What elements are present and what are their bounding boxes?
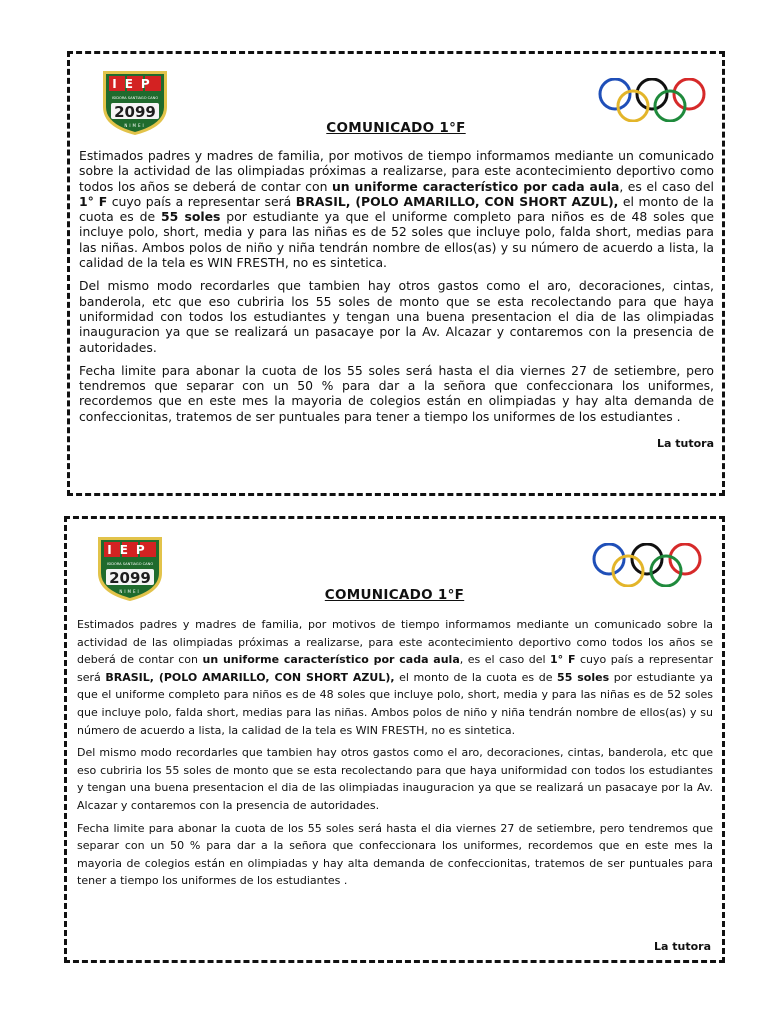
logo-number: 2099	[114, 103, 156, 121]
logo-bottom-text: NIMEI	[119, 589, 141, 594]
signature: La tutora	[656, 437, 714, 450]
paragraph-2: Del mismo modo recordarles que tambien hay otros gastos como el aro, decoraciones, cintas, banderola, etc que eso cubriria los 55 soles de monto que se esta recolectando para que haya uniformidad con todos los estudiantes y tengan una buena presentacion el dia de las olimpiadas inauguracion ya que se realizará un pasacaye por la Av. Alcazar y contaremos con la presencia de autoridades.	[79, 278, 714, 355]
notice-body	[77, 616, 713, 895]
logo-bottom-text: NIMEI	[124, 123, 146, 128]
olympic-rings-icon	[589, 543, 711, 587]
notice-title: COMUNICADO 1°F	[324, 587, 465, 603]
paragraph-1: Estimados padres y madres de familia, por motivos de tiempo informamos mediante un comunicado sobre la actividad de las olimpiadas próximas a realizarse, para este acontecimiento deportivo como todos los años se deberá de contar con un uniforme característico por cada aula, es el caso del 1° F cuyo país a representar será BRASIL, (POLO AMARILLO, CON SHORT AZUL), el monto de la cuota es de 55 soles por estudiante ya que el uniforme completo para niños es de 48 soles que incluye polo, short, media y para las niñas es de 52 soles que incluye polo, falda short, medias para las niñas. Ambos polos de niño y niña tendrán nombre de ellos(as) y su número de acuerdo a lista, la calidad de la tela es WIN FRESTH, no es sintetica.	[77, 618, 714, 737]
logo-letter: IEP	[107, 543, 153, 557]
logo-small-text: ISIDORA SANTIAGO CANO	[111, 96, 159, 100]
signature: La tutora	[653, 940, 711, 953]
notice-card-2	[64, 516, 725, 963]
notice-card-1	[67, 51, 725, 496]
logo-number: 2099	[109, 569, 151, 587]
paragraph-1: Estimados padres y madres de familia, por motivos de tiempo informamos mediante un comunicado sobre la actividad de las olimpiadas próximas a realizarse, para este acontecimiento deportivo como todos los años se deberá de contar con un uniforme característico por cada aula, es el caso del 1° F cuyo país a representar será BRASIL, (POLO AMARILLO, CON SHORT AZUL), el monto de la cuota es de 55 soles por estudiante ya que el uniforme completo para niños es de 48 soles que incluye polo, short, media y para las niñas es de 52 soles que incluye polo, falda short, medias para las niñas. Ambos polos de niño y niña tendrán nombre de ellos(as) y su número de acuerdo a lista, la calidad de la tela es WIN FRESTH, no es sintetica.	[79, 148, 714, 271]
paragraph-3: Fecha limite para abonar la cuota de los 55 soles será hasta el dia viernes 27 de setiembre, pero tendremos que separar con un 50 % para dar a la señora que confeccionara los uniformes, recordemos que en este mes la mayoria de colegios están en olimpiadas y hay alta demanda de confeccionitas, tratemos de ser puntuales para tener a tiempo los uniformes de los estudiantes .	[79, 362, 714, 424]
logo-letter: IEP	[112, 77, 158, 91]
notice-title: COMUNICADO 1°F	[326, 120, 466, 136]
paragraph-3: Fecha limite para abonar la cuota de los 55 soles será hasta el dia viernes 27 de setiembre, pero tendremos que separar con un 50 % para dar a la señora que confeccionara los uniformes, recordemos que en este mes la mayoria de colegios están en olimpiadas y hay alta demanda de confeccionitas, tratemos de ser puntuales para tener a tiempo los uniformes de los estudiantes .	[77, 821, 713, 888]
olympic-rings-icon	[595, 78, 715, 122]
notice-body	[79, 148, 714, 432]
paragraph-2: Del mismo modo recordarles que tambien hay otros gastos como el aro, decoraciones, cintas, banderola, etc que eso cubriria los 55 soles de monto que se esta recolectando para que haya uniformidad con todos los estudiantes y tengan una buena presentacion el dia de las olimpiadas inauguracion ya que se realizará un pasacaye por la Av. Alcazar y contaremos con la presencia de autoridades.	[77, 746, 713, 812]
logo-small-text: ISIDORA SANTIAGO CANO	[106, 562, 154, 566]
